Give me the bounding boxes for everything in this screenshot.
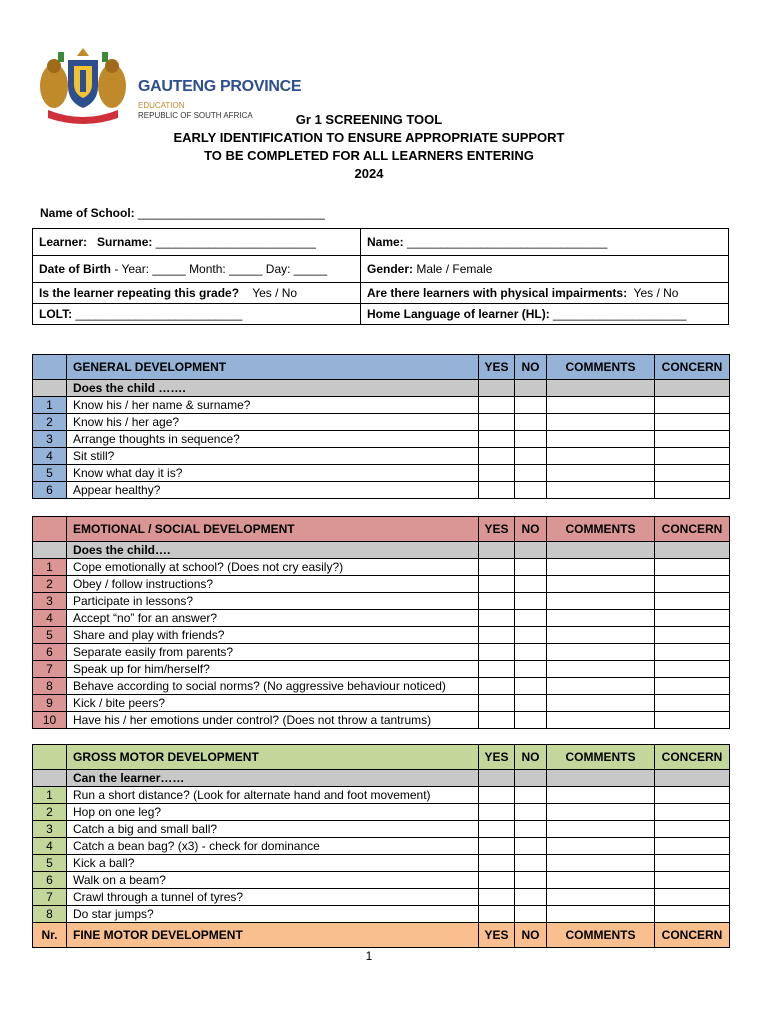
yes-cell[interactable] [479, 397, 515, 414]
lolt-label: LOLT: [39, 307, 73, 321]
question-text: Appear healthy? [67, 482, 479, 499]
repeat-grade-options[interactable]: Yes / No [252, 286, 298, 300]
concern-column-header: CONCERN [655, 517, 730, 542]
question-text: Know his / her age? [67, 414, 479, 431]
question-number: 5 [33, 855, 67, 872]
general-development-table [32, 354, 730, 499]
question-text: Speak up for him/herself? [67, 661, 479, 678]
no-cell[interactable] [515, 465, 547, 482]
section-prompt: Can the learner…… [67, 770, 479, 787]
concern-cell[interactable] [655, 695, 730, 712]
dob-cell[interactable] [33, 256, 361, 283]
no-cell[interactable] [515, 838, 547, 855]
yes-cell[interactable] [479, 627, 515, 644]
question-row [33, 482, 730, 499]
comments-cell[interactable] [547, 804, 655, 821]
comments-cell[interactable] [547, 787, 655, 804]
question-text: Share and play with friends? [67, 627, 479, 644]
question-number: 1 [33, 559, 67, 576]
no-cell[interactable] [515, 661, 547, 678]
concern-cell[interactable] [655, 414, 730, 431]
yes-cell[interactable] [479, 838, 515, 855]
page-number: 1 [365, 949, 373, 963]
concern-column-header: CONCERN [655, 355, 730, 380]
yes-cell[interactable] [479, 712, 515, 729]
question-number: 1 [33, 787, 67, 804]
question-number: 8 [33, 678, 67, 695]
question-number: 6 [33, 644, 67, 661]
gross-motor-header [33, 745, 730, 770]
home-language-label: Home Language of learner (HL): [367, 307, 550, 321]
question-number: 8 [33, 906, 67, 923]
header-number-cell [33, 745, 67, 770]
no-cell[interactable] [515, 593, 547, 610]
document-year: 2024 [354, 166, 384, 181]
question-text: Sit still? [67, 448, 479, 465]
yes-cell[interactable] [479, 559, 515, 576]
document-subtitle-2: TO BE COMPLETED FOR ALL LEARNERS ENTERING [204, 148, 534, 163]
concern-cell[interactable] [655, 644, 730, 661]
concern-cell[interactable] [655, 838, 730, 855]
header-number-cell [33, 517, 67, 542]
yes-cell[interactable] [479, 906, 515, 923]
general-development-header [33, 355, 730, 380]
yes-cell[interactable] [479, 872, 515, 889]
comments-cell[interactable] [547, 661, 655, 678]
yes-cell[interactable] [479, 804, 515, 821]
no-cell[interactable] [515, 610, 547, 627]
surname-line[interactable]: ________________________ [152, 235, 316, 249]
no-cell[interactable] [515, 889, 547, 906]
question-text: Cope emotionally at school? (Does not cry easily?) [67, 559, 479, 576]
no-cell[interactable] [515, 414, 547, 431]
no-cell[interactable] [515, 644, 547, 661]
question-row [33, 855, 730, 872]
yes-cell[interactable] [479, 448, 515, 465]
question-row [33, 448, 730, 465]
question-number: 3 [33, 821, 67, 838]
fine-motor-header [33, 923, 730, 948]
physical-impairment-options[interactable]: Yes / No [633, 286, 679, 300]
section-title: GROSS MOTOR DEVELOPMENT [67, 745, 479, 770]
learner-info-table [32, 228, 729, 325]
question-text: Walk on a beam? [67, 872, 479, 889]
no-column-header: NO [515, 355, 547, 380]
no-cell[interactable] [515, 448, 547, 465]
no-cell[interactable] [515, 397, 547, 414]
comments-cell[interactable] [547, 448, 655, 465]
yes-cell[interactable] [479, 593, 515, 610]
no-cell[interactable] [515, 695, 547, 712]
question-number: 2 [33, 804, 67, 821]
physical-impairment-cell[interactable] [361, 283, 729, 304]
question-row [33, 576, 730, 593]
section-prompt-row [33, 380, 730, 397]
question-row [33, 678, 730, 695]
name-line[interactable]: ______________________________ [403, 235, 608, 249]
yes-cell[interactable] [479, 414, 515, 431]
nr-label: Nr. [33, 923, 67, 948]
question-text: Kick / bite peers? [67, 695, 479, 712]
repeat-grade-cell[interactable] [33, 283, 361, 304]
question-number: 3 [33, 593, 67, 610]
comments-cell[interactable] [547, 397, 655, 414]
question-row [33, 804, 730, 821]
no-column-header: NO [515, 517, 547, 542]
comments-cell[interactable] [547, 889, 655, 906]
question-row [33, 906, 730, 923]
question-row [33, 431, 730, 448]
concern-cell[interactable] [655, 678, 730, 695]
yes-cell[interactable] [479, 644, 515, 661]
question-number: 6 [33, 872, 67, 889]
school-name-field[interactable] [40, 206, 325, 220]
question-row [33, 593, 730, 610]
question-row [33, 712, 730, 729]
lolt-line[interactable]: _________________________ [72, 307, 243, 321]
learner-name-cell[interactable] [361, 229, 729, 256]
question-number: 6 [33, 482, 67, 499]
gross-motor-development-table [32, 744, 730, 948]
question-text: Separate easily from parents? [67, 644, 479, 661]
comments-cell[interactable] [547, 872, 655, 889]
no-cell[interactable] [515, 804, 547, 821]
yes-cell[interactable] [479, 610, 515, 627]
section-prompt-row [33, 542, 730, 559]
surname-label: Surname: [97, 235, 153, 249]
question-text: Run a short distance? (Look for alternate hand and foot movement) [67, 787, 479, 804]
no-cell[interactable] [515, 559, 547, 576]
emotional-development-header [33, 517, 730, 542]
yes-cell[interactable] [479, 678, 515, 695]
comments-cell[interactable] [547, 627, 655, 644]
section-prompt: Does the child…. [67, 542, 479, 559]
question-text: Accept “no” for an answer? [67, 610, 479, 627]
concern-cell[interactable] [655, 482, 730, 499]
yes-column-header: YES [479, 517, 515, 542]
comments-cell[interactable] [547, 644, 655, 661]
yes-column-header: YES [479, 745, 515, 770]
question-row [33, 872, 730, 889]
school-name-line[interactable]: ____________________________ [134, 206, 325, 220]
question-text: Do star jumps? [67, 906, 479, 923]
concern-cell[interactable] [655, 431, 730, 448]
comments-cell[interactable] [547, 559, 655, 576]
comments-cell[interactable] [547, 576, 655, 593]
question-row [33, 838, 730, 855]
no-column-header: NO [515, 923, 547, 948]
comments-cell[interactable] [547, 431, 655, 448]
no-cell[interactable] [515, 855, 547, 872]
header-number-cell [33, 355, 67, 380]
question-row [33, 889, 730, 906]
comments-column-header: COMMENTS [547, 355, 655, 380]
dob-fields[interactable]: - Year: _____ Month: _____ Day: _____ [111, 262, 328, 276]
question-text: Have his / her emotions under control? (Does not throw a tantrums) [67, 712, 479, 729]
no-cell[interactable] [515, 712, 547, 729]
yes-cell[interactable] [479, 661, 515, 678]
yes-cell[interactable] [479, 465, 515, 482]
no-cell[interactable] [515, 821, 547, 838]
question-row [33, 661, 730, 678]
question-text: Catch a bean bag? (x3) - check for dominance [67, 838, 479, 855]
home-language-line[interactable]: ____________________ [549, 307, 687, 321]
concern-cell[interactable] [655, 821, 730, 838]
concern-cell[interactable] [655, 610, 730, 627]
no-cell[interactable] [515, 482, 547, 499]
comments-column-header: COMMENTS [547, 923, 655, 948]
name-label: Name: [367, 235, 404, 249]
section-title: FINE MOTOR DEVELOPMENT [67, 923, 479, 948]
concern-cell[interactable] [655, 906, 730, 923]
question-text: Hop on one leg? [67, 804, 479, 821]
comments-cell[interactable] [547, 712, 655, 729]
question-text: Crawl through a tunnel of tyres? [67, 889, 479, 906]
question-text: Catch a big and small ball? [67, 821, 479, 838]
comments-column-header: COMMENTS [547, 517, 655, 542]
concern-cell[interactable] [655, 872, 730, 889]
gender-cell[interactable] [361, 256, 729, 283]
gender-label: Gender: [367, 262, 414, 276]
gender-options[interactable]: Male / Female [413, 262, 493, 276]
yes-cell[interactable] [479, 787, 515, 804]
concern-cell[interactable] [655, 787, 730, 804]
yes-cell[interactable] [479, 482, 515, 499]
question-row [33, 397, 730, 414]
question-number: 2 [33, 576, 67, 593]
no-cell[interactable] [515, 576, 547, 593]
school-name-label: Name of School: [40, 206, 135, 220]
logo-department: EDUCATION [138, 101, 185, 110]
no-cell[interactable] [515, 627, 547, 644]
concern-cell[interactable] [655, 712, 730, 729]
comments-cell[interactable] [547, 414, 655, 431]
section-prompt: Does the child ……. [67, 380, 479, 397]
question-row [33, 821, 730, 838]
concern-cell[interactable] [655, 855, 730, 872]
concern-cell[interactable] [655, 804, 730, 821]
question-row [33, 559, 730, 576]
section-prompt-row [33, 770, 730, 787]
question-row [33, 610, 730, 627]
question-number: 7 [33, 661, 67, 678]
comments-cell[interactable] [547, 821, 655, 838]
comments-column-header: COMMENTS [547, 745, 655, 770]
question-number: 2 [33, 414, 67, 431]
question-text: Arrange thoughts in sequence? [67, 431, 479, 448]
question-text: Participate in lessons? [67, 593, 479, 610]
yes-cell[interactable] [479, 821, 515, 838]
question-number: 9 [33, 695, 67, 712]
comments-cell[interactable] [547, 855, 655, 872]
question-number: 4 [33, 448, 67, 465]
dob-label: Date of Birth [39, 262, 111, 276]
yes-cell[interactable] [479, 576, 515, 593]
section-title: EMOTIONAL / SOCIAL DEVELOPMENT [67, 517, 479, 542]
question-number: 4 [33, 838, 67, 855]
concern-cell[interactable] [655, 559, 730, 576]
question-number: 10 [33, 712, 67, 729]
no-cell[interactable] [515, 431, 547, 448]
question-number: 5 [33, 465, 67, 482]
yes-cell[interactable] [479, 855, 515, 872]
question-row [33, 644, 730, 661]
concern-cell[interactable] [655, 889, 730, 906]
concern-cell[interactable] [655, 661, 730, 678]
comments-cell[interactable] [547, 838, 655, 855]
yes-column-header: YES [479, 355, 515, 380]
no-cell[interactable] [515, 872, 547, 889]
lolt-cell[interactable] [33, 304, 361, 325]
no-cell[interactable] [515, 787, 547, 804]
yes-cell[interactable] [479, 889, 515, 906]
question-row [33, 787, 730, 804]
question-number: 5 [33, 627, 67, 644]
concern-column-header: CONCERN [655, 745, 730, 770]
question-text: Kick a ball? [67, 855, 479, 872]
no-cell[interactable] [515, 906, 547, 923]
yes-cell[interactable] [479, 431, 515, 448]
question-text: Know his / her name & surname? [67, 397, 479, 414]
question-row [33, 627, 730, 644]
comments-cell[interactable] [547, 678, 655, 695]
learner-surname-cell[interactable] [33, 229, 361, 256]
question-row [33, 465, 730, 482]
yes-column-header: YES [479, 923, 515, 948]
physical-impairment-label: Are there learners with physical impairments: [367, 286, 628, 300]
question-number: 1 [33, 397, 67, 414]
home-language-cell[interactable] [361, 304, 729, 325]
logo-brand: GAUTENG PROVINCE [138, 78, 302, 95]
document-subtitle-1: EARLY IDENTIFICATION TO ENSURE APPROPRIATE SUPPORT [173, 130, 565, 145]
question-number: 7 [33, 889, 67, 906]
concern-column-header: CONCERN [655, 923, 730, 948]
no-column-header: NO [515, 745, 547, 770]
question-row [33, 414, 730, 431]
concern-cell[interactable] [655, 593, 730, 610]
no-cell[interactable] [515, 678, 547, 695]
concern-cell[interactable] [655, 627, 730, 644]
question-row [33, 695, 730, 712]
concern-cell[interactable] [655, 576, 730, 593]
question-number: 4 [33, 610, 67, 627]
document-title: Gr 1 SCREENING TOOL [295, 112, 443, 127]
question-number: 3 [33, 431, 67, 448]
repeat-grade-label: Is the learner repeating this grade? [39, 286, 240, 300]
comments-cell[interactable] [547, 695, 655, 712]
comments-cell[interactable] [547, 906, 655, 923]
comments-cell[interactable] [547, 610, 655, 627]
emotional-social-development-table [32, 516, 730, 729]
comments-cell[interactable] [547, 593, 655, 610]
logo-country: REPUBLIC OF SOUTH AFRICA [138, 111, 253, 120]
concern-cell[interactable] [655, 465, 730, 482]
question-text: Behave according to social norms? (No aggressive behaviour noticed) [67, 678, 479, 695]
section-title: GENERAL DEVELOPMENT [67, 355, 479, 380]
concern-cell[interactable] [655, 448, 730, 465]
yes-cell[interactable] [479, 695, 515, 712]
question-text: Obey / follow instructions? [67, 576, 479, 593]
comments-cell[interactable] [547, 465, 655, 482]
concern-cell[interactable] [655, 397, 730, 414]
comments-cell[interactable] [547, 482, 655, 499]
learner-label: Learner: [39, 235, 88, 249]
question-text: Know what day it is? [67, 465, 479, 482]
